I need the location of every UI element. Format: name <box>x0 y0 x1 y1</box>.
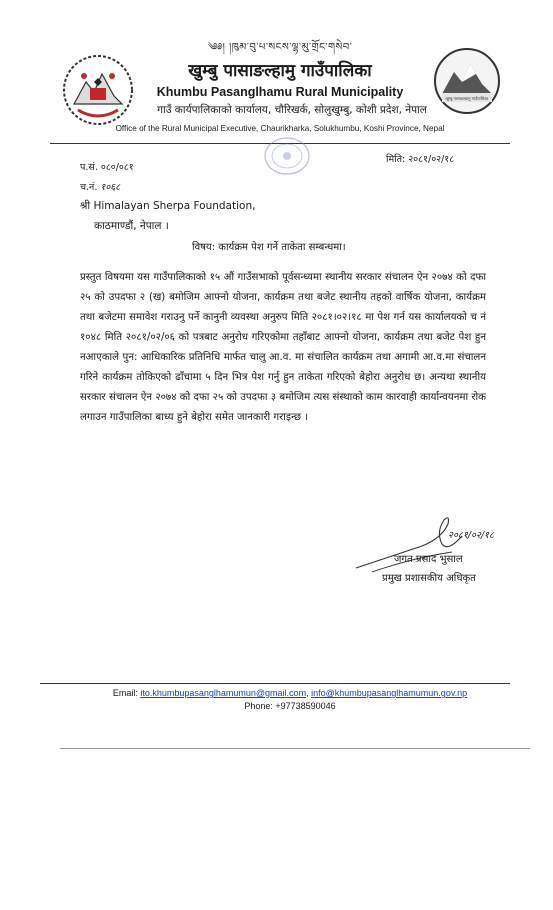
footer-divider <box>40 683 510 684</box>
reference-number: प.सं. ०८०/०८१ <box>80 162 134 173</box>
dispatch-number <box>80 180 120 193</box>
tibetan-heading: ༄༅། །ཁུམ་བུ་པ་སངས་ལྷ་མུ་གྲོང་གསེབ་ <box>207 42 353 53</box>
footer-phone: Phone: +97738590046 <box>244 701 336 711</box>
signatory-title: प्रमुख प्रशासकीय अधिकृत <box>382 573 476 584</box>
recipient-address: काठमाण्डौं, नेपाल । <box>94 220 169 232</box>
bottom-divider <box>60 748 530 749</box>
dispatch-number-value: १०६८ <box>100 182 121 193</box>
signatory-name: जगत प्रसाद भुसाल <box>394 554 463 565</box>
office-address-nepali: गाउँ कार्यपालिकाको कार्यालय, चौरिखर्क, सोलुखुम्बु, कोशी प्रदेश, नेपाल <box>157 104 427 116</box>
seal-caption: खुम्बु पासाङल्हामु गाउँपालिका <box>445 96 489 101</box>
footer-contact-emails <box>80 688 500 698</box>
title-english: Khumbu Pasanglhamu Rural Municipality <box>156 85 404 99</box>
email-separator: , <box>306 688 309 698</box>
letter-date: मिति: २०८१/०२/१८ <box>386 154 455 165</box>
email-label: Email: <box>112 688 138 698</box>
signature-scribble <box>352 506 502 576</box>
signature-date: २०८१/०२/१८ <box>448 530 494 541</box>
office-address-english: Office of the Rural Municipal Executive, Chaurikharka, Solukhumbu, Koshi Province, Nepal <box>115 124 445 133</box>
email-link-gmail[interactable]: ito.khumbupasanglhamumun@gmail.com <box>140 688 307 698</box>
letter-subject: विषय: कार्यक्रम पेश गर्ने ताकेता सम्बन्धमा। <box>192 242 346 253</box>
office-stamp-icon <box>262 134 312 178</box>
letter-body: प्रस्तुत विषयमा यस गाउँपालिकाको १५ औं गाउँसभाको पूर्वसन्ध्यमा स्थानीय सरकार संचालन ऐन २०७४ को दफा २५ को उपदफा २ (ख) बमोजिम आफ्नो योजना, कार्यक्रम तथा बजेट स्थानीय तहको वार्षिक योजना, कार्यक्रम तथा बजेटमा समावेश गराउनु पर्ने कानुनी व्यवस्था अनुरुप मिति २०८१।०२।१८ मा पेश गर्न यस कार्यालयको च नं १०४८ मिति २०८१/०२/०६ को पत्रबाट अनुरोध गरिएकोमा तहाँबाट आफ्नो योजना, कार्यक्रम तथा बजेट पेश हुन नआएकाले पुन: आधिकारिक प्रतिनिधि मार्फत चालु आ.व. मा संचालित कार्यक्रम तथा अगामी आ.व.मा संचालन गरिने कार्यक्रम तोकिएको ढाँचामा ५ दिन भित्र पेश गर्नु हुन ताकेता गरिएको बेहोरा अनुरोध छ। अन्यथा स्थानीय सरकार संचालन ऐन २०७४ को दफा २५ को उपदफा ३ बमोजिम त्यस संस्थाको काम कारवाही कार्यान्वयनमा रोक लगाउन गाउँपालिका बाध्य हुने बेहोरा समेत जानकारी गराइन्छ । <box>80 272 486 423</box>
email-link-gov[interactable]: info@khumbupasanglhamumun.gov.np <box>311 688 468 698</box>
dispatch-number-label: च.नं. <box>80 182 98 193</box>
title-nepali: खुम्बु पासाङल्हामु गाउँपालिका <box>188 61 372 81</box>
recipient-name: श्री Himalayan Sherpa Foundation, <box>80 200 256 212</box>
